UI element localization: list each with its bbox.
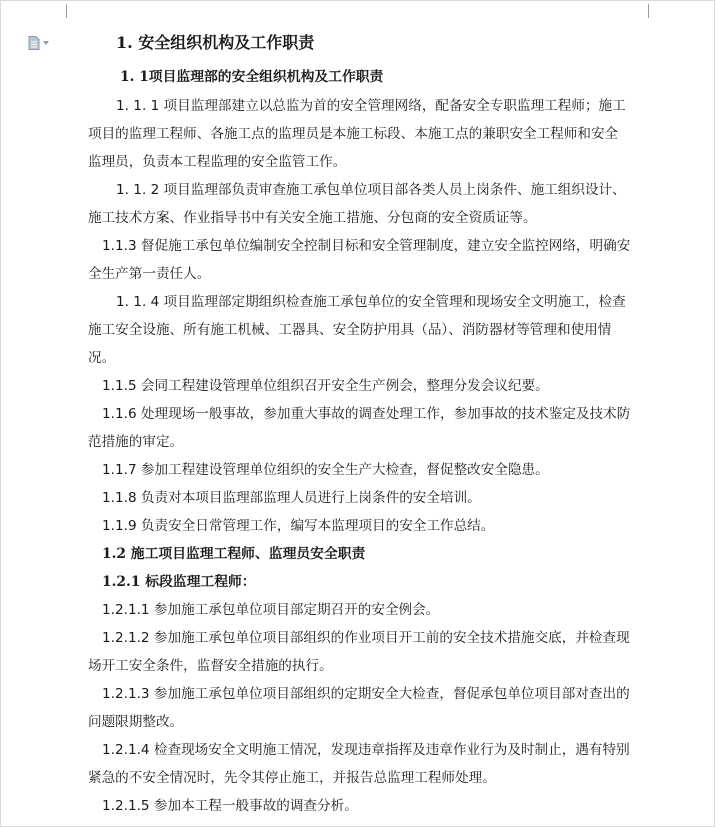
- paragraph-1-1-2: 施工技术方案、作业指导书中有关安全施工措施、分包商的安全资质证等。: [88, 210, 537, 226]
- paragraph-1-2-1-3: 问题限期整改。: [88, 714, 184, 730]
- heading-1-1: 1. 1项目监理部的安全组织机构及工作职责: [120, 69, 384, 85]
- paragraph-1-1-1: 项目的监理工程师、各施工点的监理员是本施工标段、本施工点的兼职安全工程师和安全: [88, 126, 619, 142]
- paragraph-1-1-2: 1. 1. 2 项目监理部负责审查施工承包单位项目部各类人员上岗条件、施工组织设计、: [116, 182, 626, 198]
- paragraph-1-2-1-3: 1.2.1.3 参加施工承包单位项目部组织的定期安全大检查，督促承包单位项目部对查出的: [102, 686, 630, 702]
- heading-1-2: 1.2 施工项目监理工程师、监理员安全职责: [102, 546, 366, 562]
- heading-1-2-1: 1.2.1 标段监理工程师：: [102, 574, 256, 590]
- paragraph-menu[interactable]: [28, 36, 49, 50]
- paragraph-1-1-6: 1.1.6 处理现场一般事故，参加重大事故的调查处理工作，参加事故的技术鉴定及技术防: [102, 406, 631, 422]
- document-icon: [28, 36, 40, 50]
- paragraph-1-2-1-4: 紧急的不安全情况时，先令其停止施工，并报告总监理工程师处理。: [88, 770, 496, 786]
- paragraph-1-2-1-1: 1.2.1.1 参加施工承包单位项目部定期召开的安全例会。: [102, 602, 440, 618]
- paragraph-1-1-6: 范措施的审定。: [88, 434, 184, 450]
- paragraph-1-1-8: 1.1.8 负责对本项目监理部监理人员进行上岗条件的安全培训。: [102, 490, 481, 506]
- paragraph-1-2-1-4: 1.2.1.4 检查现场安全文明施工情况，发现违章指挥及违章作业行为及时制止，遇有特别: [102, 742, 630, 758]
- paragraph-1-1-4: 施工安全设施、所有施工机械、工器具、安全防护用具（品）、消防器材等管理和使用情: [88, 322, 612, 338]
- heading-1: 1. 安全组织机构及工作职责: [116, 33, 315, 52]
- paragraph-1-1-5: 1.1.5 会同工程建设管理单位组织召开安全生产例会，整理分发会议纪要。: [102, 378, 549, 394]
- paragraph-1-2-1-5: 1.2.1.5 参加本工程一般事故的调查分析。: [102, 798, 358, 814]
- paragraph-1-2-1-2: 场开工安全条件，监督安全措施的执行。: [88, 658, 333, 674]
- paragraph-1-1-1: 1. 1. 1 项目监理部建立以总监为首的安全管理网络，配备安全专职监理工程师；施工: [116, 98, 626, 114]
- paragraph-1-1-4: 1. 1. 4 项目监理部定期组织检查施工承包单位的安全管理和现场安全文明施工，检查: [116, 294, 626, 310]
- margin-corner-mark: [648, 4, 663, 18]
- paragraph-1-1-4: 况。: [88, 350, 116, 366]
- paragraph-1-2-1-2: 1.2.1.2 参加施工承包单位项目部组织的作业项目开工前的安全技术措施交底，并检查现: [102, 630, 630, 646]
- paragraph-1-1-3: 全生产第一责任人。: [88, 266, 211, 282]
- paragraph-1-1-1: 监理员，负责本工程监理的安全监管工作。: [88, 154, 347, 170]
- paragraph-1-1-3: 1.1.3 督促施工承包单位编制安全控制目标和安全管理制度，建立安全监控网络，明确安: [102, 238, 631, 254]
- paragraph-1-1-7: 1.1.7 参加工程建设管理单位组织的安全生产大检查，督促整改安全隐患。: [102, 462, 549, 478]
- chevron-down-icon: [43, 41, 49, 45]
- paragraph-1-1-9: 1.1.9 负责安全日常管理工作，编写本监理项目的安全工作总结。: [102, 518, 495, 534]
- margin-corner-mark: [52, 4, 67, 18]
